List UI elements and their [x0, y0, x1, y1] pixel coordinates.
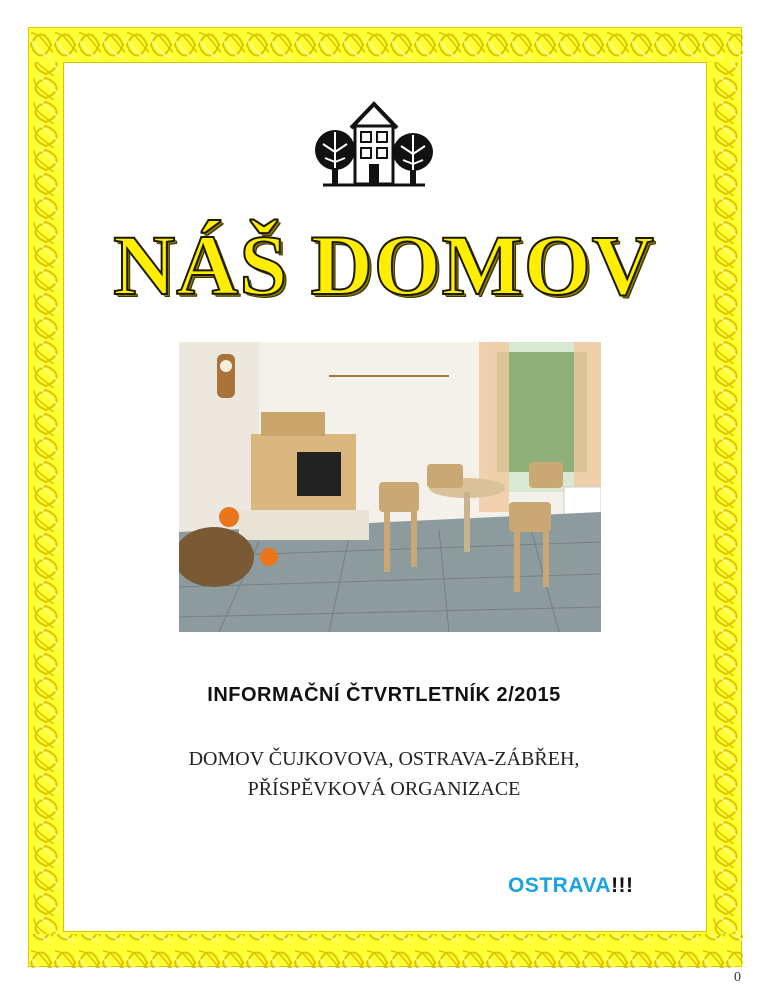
- living-room-photo: [179, 342, 601, 632]
- organization-name: [0, 744, 768, 804]
- house-with-trees-icon: [313, 100, 435, 190]
- page-number: 0: [734, 970, 741, 985]
- newsletter-subtitle: INFORMAČNÍ ČTVRTLETNÍK 2/2015: [207, 684, 561, 706]
- ostrava-logo: [508, 874, 634, 898]
- organization-line-2: PŘÍSPĚVKOVÁ ORGANIZACE: [247, 778, 521, 800]
- newsletter-title: NÁŠ DOMOV: [113, 217, 655, 313]
- ostrava-logo-word: OSTRAVA: [508, 874, 612, 897]
- organization-line-1: DOMOV ČUJKOVOVA, OSTRAVA-ZÁBŘEH,: [188, 748, 580, 770]
- ostrava-logo-marks: !!!: [611, 874, 634, 897]
